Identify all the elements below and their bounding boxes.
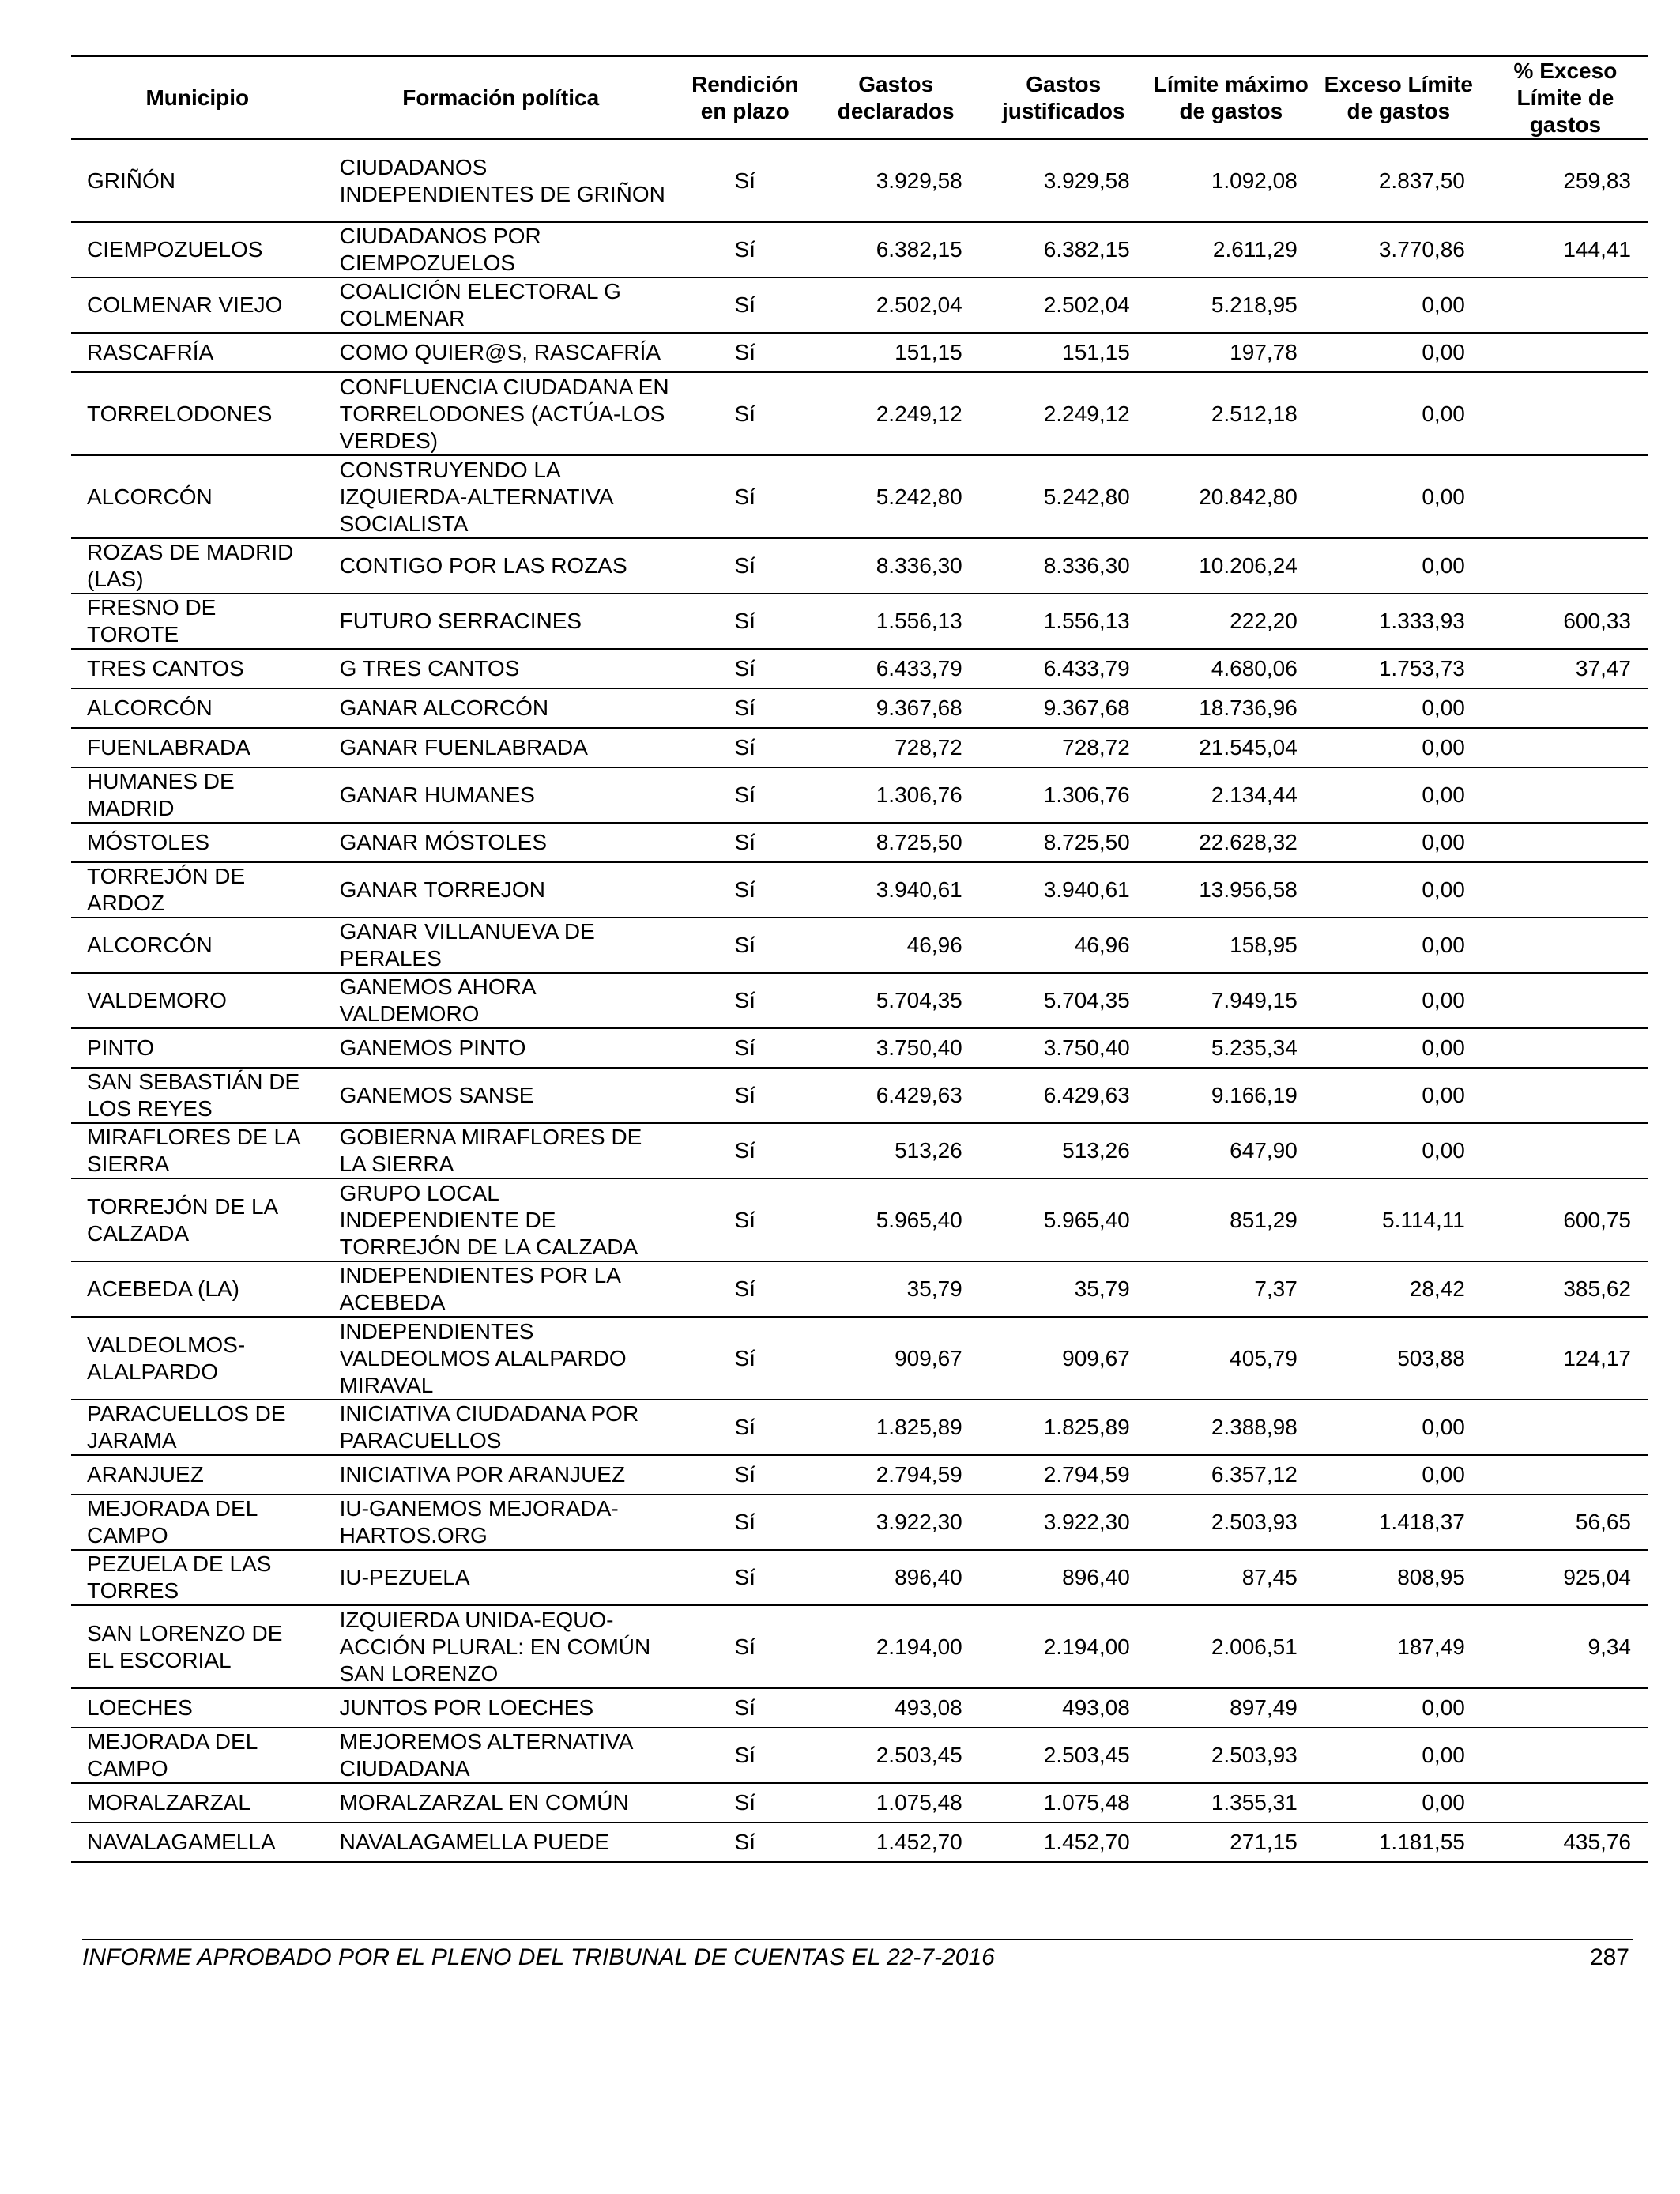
- cell-exceso: 2.837,50: [1315, 139, 1482, 222]
- cell-rendicion: Sí: [678, 1605, 812, 1688]
- cell-limite: 7.949,15: [1147, 973, 1315, 1028]
- table-row: [71, 1495, 1648, 1550]
- cell-formacion: COMO QUIER@S, RASCAFRÍA: [324, 333, 678, 372]
- cell-rendicion: Sí: [678, 1317, 812, 1400]
- table-row: [71, 1317, 1648, 1400]
- cell-gastos-declarados: 9.367,68: [812, 688, 980, 728]
- cell-limite: 13.956,58: [1147, 862, 1315, 918]
- cell-formacion: CIUDADANOS POR CIEMPOZUELOS: [324, 222, 678, 277]
- cell-formacion: IZQUIERDA UNIDA-EQUO-ACCIÓN PLURAL: EN COMÚN SAN LORENZO: [324, 1605, 678, 1688]
- cell-rendicion: Sí: [678, 277, 812, 333]
- cell-exceso: 0,00: [1315, 1123, 1482, 1178]
- cell-pct-exceso: 435,76: [1482, 1823, 1648, 1862]
- cell-formacion: GANEMOS PINTO: [324, 1028, 678, 1068]
- cell-gastos-justificados: 6.382,15: [980, 222, 1147, 277]
- cell-exceso: 1.333,93: [1315, 594, 1482, 649]
- cell-gastos-justificados: 1.556,13: [980, 594, 1147, 649]
- cell-exceso: 0,00: [1315, 372, 1482, 455]
- cell-gastos-justificados: 2.502,04: [980, 277, 1147, 333]
- cell-pct-exceso: 144,41: [1482, 222, 1648, 277]
- cell-rendicion: Sí: [678, 1728, 812, 1783]
- cell-gastos-declarados: 8.725,50: [812, 823, 980, 862]
- cell-pct-exceso: 385,62: [1482, 1261, 1648, 1317]
- cell-pct-exceso: [1482, 1400, 1648, 1455]
- cell-municipio: GRIÑÓN: [71, 139, 324, 222]
- table-row: [71, 455, 1648, 538]
- cell-limite: 1.092,08: [1147, 139, 1315, 222]
- cell-formacion: JUNTOS POR LOECHES: [324, 1688, 678, 1728]
- cell-gastos-declarados: 513,26: [812, 1123, 980, 1178]
- cell-gastos-justificados: 5.704,35: [980, 973, 1147, 1028]
- cell-pct-exceso: 9,34: [1482, 1605, 1648, 1688]
- cell-limite: 2.611,29: [1147, 222, 1315, 277]
- cell-municipio: ACEBEDA (LA): [71, 1261, 324, 1317]
- cell-pct-exceso: [1482, 1123, 1648, 1178]
- cell-rendicion: Sí: [678, 1688, 812, 1728]
- table-row: [71, 1178, 1648, 1261]
- table-row: [71, 222, 1648, 277]
- cell-rendicion: Sí: [678, 767, 812, 823]
- table-row: [71, 918, 1648, 973]
- table-row: [71, 973, 1648, 1028]
- cell-gastos-declarados: 728,72: [812, 728, 980, 767]
- cell-pct-exceso: 925,04: [1482, 1550, 1648, 1605]
- cell-formacion: GANAR HUMANES: [324, 767, 678, 823]
- cell-rendicion: Sí: [678, 1783, 812, 1823]
- cell-pct-exceso: [1482, 277, 1648, 333]
- footer-text: INFORME APROBADO POR EL PLENO DEL TRIBUNAL DE CUENTAS EL 22-7-2016: [82, 1944, 995, 1970]
- cell-limite: 5.218,95: [1147, 277, 1315, 333]
- cell-formacion: GANAR TORREJON: [324, 862, 678, 918]
- cell-gastos-declarados: 2.502,04: [812, 277, 980, 333]
- cell-formacion: FUTURO SERRACINES: [324, 594, 678, 649]
- cell-exceso: 0,00: [1315, 1728, 1482, 1783]
- cell-gastos-declarados: 35,79: [812, 1261, 980, 1317]
- table-row: [71, 1123, 1648, 1178]
- cell-formacion: IU-PEZUELA: [324, 1550, 678, 1605]
- cell-exceso: 1.418,37: [1315, 1495, 1482, 1550]
- cell-exceso: 0,00: [1315, 455, 1482, 538]
- cell-gastos-declarados: 1.075,48: [812, 1783, 980, 1823]
- cell-gastos-declarados: 151,15: [812, 333, 980, 372]
- cell-pct-exceso: [1482, 823, 1648, 862]
- cell-exceso: 0,00: [1315, 862, 1482, 918]
- cell-gastos-declarados: 3.940,61: [812, 862, 980, 918]
- cell-exceso: 3.770,86: [1315, 222, 1482, 277]
- cell-limite: 22.628,32: [1147, 823, 1315, 862]
- cell-exceso: 503,88: [1315, 1317, 1482, 1400]
- cell-rendicion: Sí: [678, 973, 812, 1028]
- cell-municipio: MEJORADA DEL CAMPO: [71, 1728, 324, 1783]
- table-row: [71, 1550, 1648, 1605]
- cell-limite: 197,78: [1147, 333, 1315, 372]
- header-limite: Límite máximo de gastos: [1147, 56, 1315, 139]
- table-row: [71, 372, 1648, 455]
- cell-limite: 6.357,12: [1147, 1455, 1315, 1495]
- cell-gastos-justificados: 6.433,79: [980, 649, 1147, 688]
- cell-formacion: CIUDADANOS INDEPENDIENTES DE GRIÑON: [324, 139, 678, 222]
- header-rendicion: Rendición en plazo: [678, 56, 812, 139]
- cell-gastos-justificados: 513,26: [980, 1123, 1147, 1178]
- table-row: [71, 538, 1648, 594]
- cell-gastos-declarados: 2.194,00: [812, 1605, 980, 1688]
- cell-formacion: GANAR MÓSTOLES: [324, 823, 678, 862]
- cell-municipio: MORALZARZAL: [71, 1783, 324, 1823]
- cell-formacion: CONSTRUYENDO LA IZQUIERDA-ALTERNATIVA SOCIALISTA: [324, 455, 678, 538]
- cell-rendicion: Sí: [678, 918, 812, 973]
- cell-rendicion: Sí: [678, 728, 812, 767]
- cell-gastos-declarados: 3.922,30: [812, 1495, 980, 1550]
- cell-rendicion: Sí: [678, 139, 812, 222]
- cell-rendicion: Sí: [678, 538, 812, 594]
- cell-gastos-declarados: 6.433,79: [812, 649, 980, 688]
- table-row: [71, 139, 1648, 222]
- cell-pct-exceso: [1482, 918, 1648, 973]
- cell-pct-exceso: [1482, 728, 1648, 767]
- cell-gastos-declarados: 909,67: [812, 1317, 980, 1400]
- cell-rendicion: Sí: [678, 1028, 812, 1068]
- header-formacion: Formación política: [324, 56, 678, 139]
- cell-rendicion: Sí: [678, 594, 812, 649]
- cell-gastos-justificados: 8.336,30: [980, 538, 1147, 594]
- cell-pct-exceso: [1482, 372, 1648, 455]
- cell-municipio: TRES CANTOS: [71, 649, 324, 688]
- cell-gastos-declarados: 2.249,12: [812, 372, 980, 455]
- cell-formacion: GRUPO LOCAL INDEPENDIENTE DE TORREJÓN DE LA CALZADA: [324, 1178, 678, 1261]
- cell-municipio: ALCORCÓN: [71, 918, 324, 973]
- table-row: [71, 333, 1648, 372]
- cell-municipio: VALDEOLMOS-ALALPARDO: [71, 1317, 324, 1400]
- cell-gastos-declarados: 2.794,59: [812, 1455, 980, 1495]
- cell-municipio: SAN SEBASTIÁN DE LOS REYES: [71, 1068, 324, 1123]
- cell-pct-exceso: [1482, 1028, 1648, 1068]
- cell-gastos-justificados: 896,40: [980, 1550, 1147, 1605]
- cell-formacion: INDEPENDIENTES POR LA ACEBEDA: [324, 1261, 678, 1317]
- expenses-table: [71, 55, 1648, 1863]
- cell-municipio: ALCORCÓN: [71, 455, 324, 538]
- cell-formacion: INICIATIVA CIUDADANA POR PARACUELLOS: [324, 1400, 678, 1455]
- cell-limite: 20.842,80: [1147, 455, 1315, 538]
- header-pct-exceso: % Exceso Límite de gastos: [1482, 56, 1648, 139]
- table-row: [71, 1688, 1648, 1728]
- cell-formacion: GANAR FUENLABRADA: [324, 728, 678, 767]
- cell-municipio: HUMANES DE MADRID: [71, 767, 324, 823]
- cell-gastos-declarados: 493,08: [812, 1688, 980, 1728]
- cell-limite: 851,29: [1147, 1178, 1315, 1261]
- cell-exceso: 0,00: [1315, 333, 1482, 372]
- cell-gastos-declarados: 5.242,80: [812, 455, 980, 538]
- cell-gastos-declarados: 8.336,30: [812, 538, 980, 594]
- cell-pct-exceso: [1482, 1455, 1648, 1495]
- cell-formacion: NAVALAGAMELLA PUEDE: [324, 1823, 678, 1862]
- cell-municipio: MEJORADA DEL CAMPO: [71, 1495, 324, 1550]
- cell-gastos-justificados: 9.367,68: [980, 688, 1147, 728]
- cell-gastos-justificados: 1.075,48: [980, 1783, 1147, 1823]
- cell-rendicion: Sí: [678, 1261, 812, 1317]
- cell-exceso: 187,49: [1315, 1605, 1482, 1688]
- cell-limite: 405,79: [1147, 1317, 1315, 1400]
- cell-pct-exceso: [1482, 973, 1648, 1028]
- cell-limite: 2.006,51: [1147, 1605, 1315, 1688]
- cell-formacion: GOBIERNA MIRAFLORES DE LA SIERRA: [324, 1123, 678, 1178]
- cell-gastos-justificados: 2.503,45: [980, 1728, 1147, 1783]
- cell-gastos-declarados: 1.556,13: [812, 594, 980, 649]
- cell-limite: 87,45: [1147, 1550, 1315, 1605]
- cell-limite: 5.235,34: [1147, 1028, 1315, 1068]
- table-row: [71, 1823, 1648, 1862]
- cell-municipio: FUENLABRADA: [71, 728, 324, 767]
- cell-gastos-declarados: 896,40: [812, 1550, 980, 1605]
- cell-gastos-justificados: 2.249,12: [980, 372, 1147, 455]
- cell-formacion: INDEPENDIENTES VALDEOLMOS ALALPARDO MIRAVAL: [324, 1317, 678, 1400]
- table-row: [71, 862, 1648, 918]
- cell-pct-exceso: [1482, 333, 1648, 372]
- cell-exceso: 0,00: [1315, 973, 1482, 1028]
- header-gastos-declarados: Gastos declarados: [812, 56, 980, 139]
- cell-formacion: MEJOREMOS ALTERNATIVA CIUDADANA: [324, 1728, 678, 1783]
- table-row: [71, 823, 1648, 862]
- cell-exceso: 0,00: [1315, 1455, 1482, 1495]
- cell-limite: 158,95: [1147, 918, 1315, 973]
- cell-pct-exceso: [1482, 1068, 1648, 1123]
- cell-gastos-justificados: 909,67: [980, 1317, 1147, 1400]
- cell-exceso: 0,00: [1315, 1068, 1482, 1123]
- table-header: [71, 56, 1648, 139]
- cell-rendicion: Sí: [678, 1495, 812, 1550]
- cell-gastos-justificados: 728,72: [980, 728, 1147, 767]
- cell-gastos-declarados: 5.965,40: [812, 1178, 980, 1261]
- cell-exceso: 0,00: [1315, 538, 1482, 594]
- table-row: [71, 1400, 1648, 1455]
- cell-gastos-justificados: 2.794,59: [980, 1455, 1147, 1495]
- cell-municipio: ALCORCÓN: [71, 688, 324, 728]
- page-number: 287: [1589, 1944, 1629, 1970]
- page-footer: [82, 1939, 1633, 1973]
- cell-limite: 21.545,04: [1147, 728, 1315, 767]
- cell-rendicion: Sí: [678, 823, 812, 862]
- cell-pct-exceso: [1482, 1783, 1648, 1823]
- cell-gastos-justificados: 5.965,40: [980, 1178, 1147, 1261]
- cell-pct-exceso: [1482, 455, 1648, 538]
- cell-pct-exceso: [1482, 1728, 1648, 1783]
- cell-limite: 1.355,31: [1147, 1783, 1315, 1823]
- cell-rendicion: Sí: [678, 222, 812, 277]
- table-row: [71, 1783, 1648, 1823]
- cell-exceso: 0,00: [1315, 918, 1482, 973]
- cell-rendicion: Sí: [678, 1178, 812, 1261]
- cell-gastos-justificados: 493,08: [980, 1688, 1147, 1728]
- cell-gastos-declarados: 6.382,15: [812, 222, 980, 277]
- cell-rendicion: Sí: [678, 688, 812, 728]
- cell-gastos-justificados: 151,15: [980, 333, 1147, 372]
- table-row: [71, 1728, 1648, 1783]
- cell-formacion: COALICIÓN ELECTORAL G COLMENAR: [324, 277, 678, 333]
- cell-gastos-justificados: 6.429,63: [980, 1068, 1147, 1123]
- cell-pct-exceso: 56,65: [1482, 1495, 1648, 1550]
- cell-gastos-justificados: 35,79: [980, 1261, 1147, 1317]
- table-body: [71, 139, 1648, 1862]
- table-row: [71, 1455, 1648, 1495]
- cell-exceso: 0,00: [1315, 277, 1482, 333]
- cell-pct-exceso: [1482, 688, 1648, 728]
- cell-rendicion: Sí: [678, 1123, 812, 1178]
- cell-formacion: CONTIGO POR LAS ROZAS: [324, 538, 678, 594]
- cell-rendicion: Sí: [678, 372, 812, 455]
- cell-rendicion: Sí: [678, 333, 812, 372]
- table-row: [71, 277, 1648, 333]
- cell-municipio: LOECHES: [71, 1688, 324, 1728]
- table-row: [71, 1261, 1648, 1317]
- cell-rendicion: Sí: [678, 455, 812, 538]
- header-municipio: Municipio: [71, 56, 324, 139]
- table-row: [71, 728, 1648, 767]
- cell-gastos-justificados: 5.242,80: [980, 455, 1147, 538]
- cell-limite: 4.680,06: [1147, 649, 1315, 688]
- cell-rendicion: Sí: [678, 1550, 812, 1605]
- cell-exceso: 0,00: [1315, 1028, 1482, 1068]
- cell-gastos-justificados: 3.940,61: [980, 862, 1147, 918]
- cell-formacion: GANAR VILLANUEVA DE PERALES: [324, 918, 678, 973]
- cell-exceso: 5.114,11: [1315, 1178, 1482, 1261]
- cell-formacion: INICIATIVA POR ARANJUEZ: [324, 1455, 678, 1495]
- header-exceso: Exceso Límite de gastos: [1315, 56, 1482, 139]
- cell-limite: 2.134,44: [1147, 767, 1315, 823]
- cell-formacion: GANAR ALCORCÓN: [324, 688, 678, 728]
- cell-pct-exceso: 600,33: [1482, 594, 1648, 649]
- cell-formacion: CONFLUENCIA CIUDADANA EN TORRELODONES (ACTÚA-LOS VERDES): [324, 372, 678, 455]
- table-row: [71, 1028, 1648, 1068]
- cell-municipio: PARACUELLOS DE JARAMA: [71, 1400, 324, 1455]
- cell-rendicion: Sí: [678, 1823, 812, 1862]
- cell-gastos-declarados: 3.750,40: [812, 1028, 980, 1068]
- table-row: [71, 649, 1648, 688]
- cell-limite: 647,90: [1147, 1123, 1315, 1178]
- cell-municipio: NAVALAGAMELLA: [71, 1823, 324, 1862]
- cell-municipio: PEZUELA DE LAS TORRES: [71, 1550, 324, 1605]
- cell-exceso: 0,00: [1315, 1688, 1482, 1728]
- cell-limite: 271,15: [1147, 1823, 1315, 1862]
- cell-municipio: ARANJUEZ: [71, 1455, 324, 1495]
- cell-pct-exceso: [1482, 538, 1648, 594]
- cell-limite: 18.736,96: [1147, 688, 1315, 728]
- cell-pct-exceso: [1482, 862, 1648, 918]
- cell-limite: 222,20: [1147, 594, 1315, 649]
- cell-pct-exceso: 600,75: [1482, 1178, 1648, 1261]
- cell-pct-exceso: 259,83: [1482, 139, 1648, 222]
- cell-limite: 2.388,98: [1147, 1400, 1315, 1455]
- cell-municipio: TORREJÓN DE LA CALZADA: [71, 1178, 324, 1261]
- cell-exceso: 0,00: [1315, 688, 1482, 728]
- cell-exceso: 0,00: [1315, 1783, 1482, 1823]
- cell-municipio: ROZAS DE MADRID (LAS): [71, 538, 324, 594]
- cell-gastos-declarados: 6.429,63: [812, 1068, 980, 1123]
- cell-gastos-declarados: 1.825,89: [812, 1400, 980, 1455]
- cell-rendicion: Sí: [678, 1068, 812, 1123]
- table-row: [71, 1605, 1648, 1688]
- cell-exceso: 1.753,73: [1315, 649, 1482, 688]
- cell-pct-exceso: [1482, 1688, 1648, 1728]
- cell-limite: 7,37: [1147, 1261, 1315, 1317]
- table-row: [71, 594, 1648, 649]
- table-row: [71, 767, 1648, 823]
- cell-pct-exceso: 37,47: [1482, 649, 1648, 688]
- cell-municipio: CIEMPOZUELOS: [71, 222, 324, 277]
- cell-limite: 10.206,24: [1147, 538, 1315, 594]
- cell-municipio: MÓSTOLES: [71, 823, 324, 862]
- cell-gastos-justificados: 1.825,89: [980, 1400, 1147, 1455]
- cell-exceso: 1.181,55: [1315, 1823, 1482, 1862]
- cell-rendicion: Sí: [678, 649, 812, 688]
- cell-formacion: IU-GANEMOS MEJORADA-HARTOS.ORG: [324, 1495, 678, 1550]
- cell-exceso: 0,00: [1315, 823, 1482, 862]
- cell-limite: 2.503,93: [1147, 1495, 1315, 1550]
- cell-gastos-declarados: 1.306,76: [812, 767, 980, 823]
- cell-gastos-justificados: 3.922,30: [980, 1495, 1147, 1550]
- cell-municipio: PINTO: [71, 1028, 324, 1068]
- cell-formacion: GANEMOS SANSE: [324, 1068, 678, 1123]
- cell-gastos-justificados: 3.929,58: [980, 139, 1147, 222]
- cell-formacion: MORALZARZAL EN COMÚN: [324, 1783, 678, 1823]
- cell-gastos-declarados: 46,96: [812, 918, 980, 973]
- cell-exceso: 0,00: [1315, 728, 1482, 767]
- cell-gastos-justificados: 1.452,70: [980, 1823, 1147, 1862]
- cell-municipio: SAN LORENZO DE EL ESCORIAL: [71, 1605, 324, 1688]
- cell-gastos-declarados: 3.929,58: [812, 139, 980, 222]
- cell-gastos-justificados: 3.750,40: [980, 1028, 1147, 1068]
- cell-gastos-justificados: 1.306,76: [980, 767, 1147, 823]
- cell-rendicion: Sí: [678, 862, 812, 918]
- cell-limite: 2.503,93: [1147, 1728, 1315, 1783]
- header-gastos-justificados: Gastos justificados: [980, 56, 1147, 139]
- cell-formacion: G TRES CANTOS: [324, 649, 678, 688]
- cell-municipio: TORREJÓN DE ARDOZ: [71, 862, 324, 918]
- cell-gastos-justificados: 8.725,50: [980, 823, 1147, 862]
- cell-exceso: 0,00: [1315, 1400, 1482, 1455]
- cell-gastos-justificados: 2.194,00: [980, 1605, 1147, 1688]
- cell-limite: 9.166,19: [1147, 1068, 1315, 1123]
- cell-formacion: GANEMOS AHORA VALDEMORO: [324, 973, 678, 1028]
- cell-municipio: RASCAFRÍA: [71, 333, 324, 372]
- cell-gastos-justificados: 46,96: [980, 918, 1147, 973]
- cell-gastos-declarados: 1.452,70: [812, 1823, 980, 1862]
- cell-pct-exceso: [1482, 767, 1648, 823]
- cell-municipio: FRESNO DE TOROTE: [71, 594, 324, 649]
- document-page: [71, 55, 1648, 1863]
- cell-municipio: VALDEMORO: [71, 973, 324, 1028]
- cell-rendicion: Sí: [678, 1400, 812, 1455]
- cell-pct-exceso: 124,17: [1482, 1317, 1648, 1400]
- cell-rendicion: Sí: [678, 1455, 812, 1495]
- cell-gastos-declarados: 2.503,45: [812, 1728, 980, 1783]
- table-row: [71, 1068, 1648, 1123]
- cell-limite: 2.512,18: [1147, 372, 1315, 455]
- cell-exceso: 808,95: [1315, 1550, 1482, 1605]
- cell-exceso: 28,42: [1315, 1261, 1482, 1317]
- cell-municipio: COLMENAR VIEJO: [71, 277, 324, 333]
- cell-gastos-declarados: 5.704,35: [812, 973, 980, 1028]
- table-row: [71, 688, 1648, 728]
- cell-municipio: MIRAFLORES DE LA SIERRA: [71, 1123, 324, 1178]
- cell-municipio: TORRELODONES: [71, 372, 324, 455]
- cell-exceso: 0,00: [1315, 767, 1482, 823]
- cell-limite: 897,49: [1147, 1688, 1315, 1728]
